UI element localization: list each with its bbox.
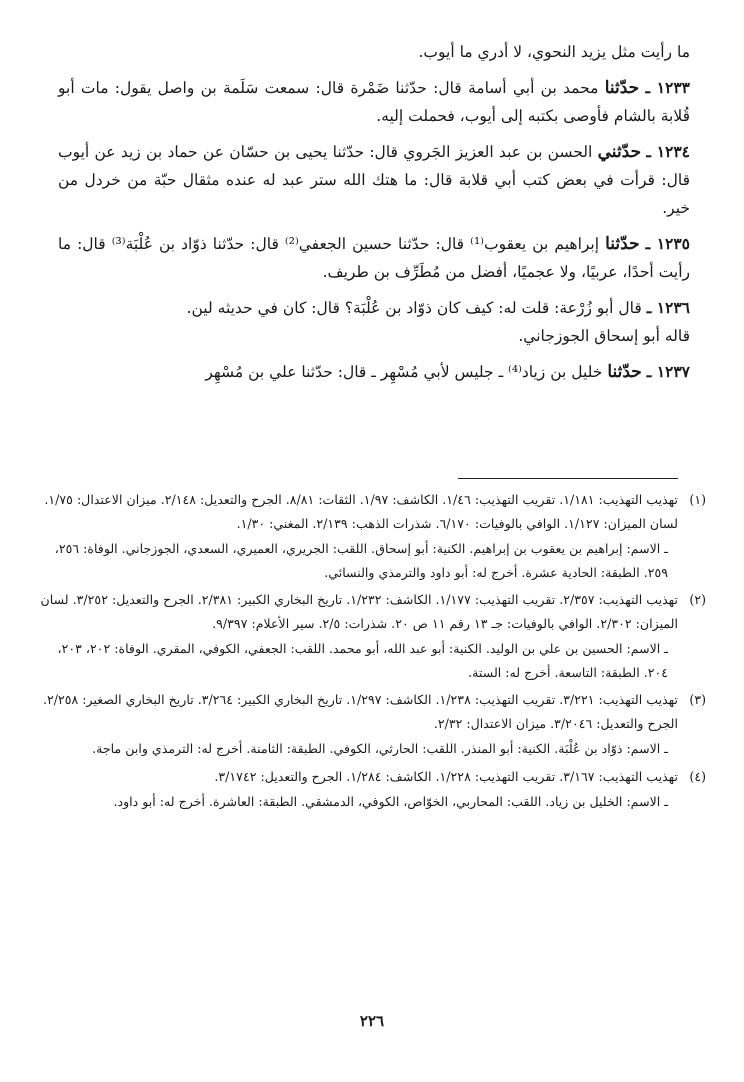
footnote-sources: تهذيب التهذيب: ٣/٢٢١. تقريب التهذيب: ١/٢٣٨. الكاشف: ١/٢٩٧. تاريخ البخاري الكبير: ٣/٢٦٤. تاريخ البخاري الصغير: ٢/٢٥٨. الجرح والتعديل: ٣/٢٠٤٦. ميزان الاعتدال: ٢/٣٢. [42, 692, 678, 731]
footnote-number: (٣) [689, 692, 706, 707]
footnote-3 [40, 688, 706, 735]
footnote-4 [40, 765, 706, 789]
hadith-1235 [58, 230, 690, 286]
hadith-text: الحسن بن عبد العزيز الجَروي قال: حدّثنا يحيى بن حسّان عن حماد بن زيد عن أيوب قال: قرأت في بعض كتب أبي قلابة قال: ما هتك الله ستر عبد له عنده مثقال حبّة من خردل من خير. [58, 143, 690, 217]
hadith-1236 [58, 294, 690, 350]
page-number: ٢٢٦ [359, 1012, 385, 1030]
hadith-number: ١٢٣٣ ـ [645, 78, 691, 97]
footnote-number: (١) [689, 492, 706, 507]
hadith-text: خليل بن زياد⁽⁴⁾ ـ جليس لأبي مُسْهِر ـ قال: حدّثنا علي بن مُسْهِر [205, 363, 603, 381]
footnote-number: (٤) [689, 768, 706, 784]
footnote-2 [40, 588, 706, 635]
hadith-continuation: قاله أبو إسحاق الجوزجاني. [518, 327, 690, 345]
hadith-1233 [58, 74, 690, 130]
hadith-number: ١٢٣٤ ـ [646, 142, 691, 161]
hadith-text: محمد بن أبي أسامة قال: حدّثنا ضَمْرة قال: سمعت سَلَمة بن واصل يقول: مات أبو قُلابة بالشام فأوصى بكتبه إلى أيوب، فحملت إليه. [58, 79, 690, 125]
hadith-1234 [58, 138, 690, 222]
footnote-number: (٢) [689, 592, 706, 607]
main-text [58, 38, 690, 394]
footnote-bio: ـ الاسم: الخليل بن زياد. اللقب: المحاربي، الخوّاص، الكوفي، الدمشقي. الطبقة: العاشرة. أخرج له: أبو داود. [113, 794, 668, 809]
footnote-sources: تهذيب التهذيب: ٢/٣٥٧. تقريب التهذيب: ١/١٧٧. الكاشف: ١/٢٣٢. تاريخ البخاري الكبير: ٢/٣٨١. الجرح والتعديل: ٣/٢٥٢. لسان الميزان: ٢/٣٠٢. الوافي بالوفيات: جـ ١٣ رقم ١١ ص ٢٠. شذرات: ٢/٥. سير الأعلام: ٩/٣٩٧. [40, 592, 678, 631]
footnote-divider [458, 478, 678, 479]
hadith-number: ١٢٣٥ ـ [645, 234, 691, 253]
hadith-text: إبراهيم بن يعقوب⁽¹⁾ قال: حدّثنا حسين الجعفي⁽²⁾ قال: حدّثنا ذوّاد بن عُلْبَة⁽³⁾ قال: ما رأيت أحدًا، عربيًا، ولا عجميًا، أفضل من مُطَرِّف بن طريف. [58, 235, 690, 281]
intro-line: ما رأيت مثل يزيد النحوي، لا أدري ما أيوب. [418, 43, 690, 61]
hadith-keyword: حدّثني [597, 142, 642, 162]
footnote-bio: ـ الاسم: الحسين بن علي بن الوليد. الكنية: أبو عبد الله، أبو محمد. اللقب: الجعفي، الكوفي، المقري. الوفاة: ٢٠٢، ٢٠٣، ٢٠٤. الطبقة: التاسعة. أخرج له: الستة. [57, 641, 668, 680]
footnote-1 [40, 488, 706, 535]
hadith-keyword: حدّثنا [605, 234, 640, 254]
hadith-1237 [58, 358, 690, 386]
hadith-text: قال أبو زُرْعة: قلت له: كيف كان ذوّاد بن عُلْبَة؟ قال: كان في حديثه لين. [186, 299, 642, 317]
hadith-number: ١٢٣٦ ـ [646, 298, 690, 317]
hadith-keyword: حدّثنا [607, 362, 642, 382]
footnote-bio: ـ الاسم: ذوّاد بن عُلْبَة. الكنية: أبو المنذر. اللقب: الحارثي، الكوفي. الطبقة: الثامنة. أخرج له: الترمذي وابن ماجة. [92, 741, 668, 756]
hadith-number: ١٢٣٧ ـ [646, 362, 690, 381]
hadith-keyword: حدّثنا [604, 78, 640, 98]
footnote-bio: ـ الاسم: إبراهيم بن يعقوب بن إبراهيم. الكنية: أبو إسحاق. اللقب: الجريري، العميري، السعدي، الجوزجاني. الوفاة: ٢٥٦، ٢٥٩. الطبقة: الحادية عشرة. أخرج له: أبو داود والترمذي والنسائي. [54, 541, 668, 580]
footnote-sources: تهذيب التهذيب: ١/١٨١. تقريب التهذيب: ١/٤٦. الكاشف: ١/٩٧. الثقات: ٨/٨١. الجرح والتعديل: ٢/١٤٨. ميزان الاعتدال: ١/٧٥. لسان الميزان: ١/١٢٧. الوافي بالوفيات: ٦/١٧٠. شذرات الذهب: ٢/١٣٩. المغني: ١/٣٠. [44, 492, 678, 531]
footnotes [40, 488, 706, 818]
footnote-sources: تهذيب التهذيب: ٣/١٦٧. تقريب التهذيب: ١/٢٢٨. الكاشف: ١/٢٨٤. الجرح والتعديل: ٣/١٧٤٢. [214, 768, 678, 784]
